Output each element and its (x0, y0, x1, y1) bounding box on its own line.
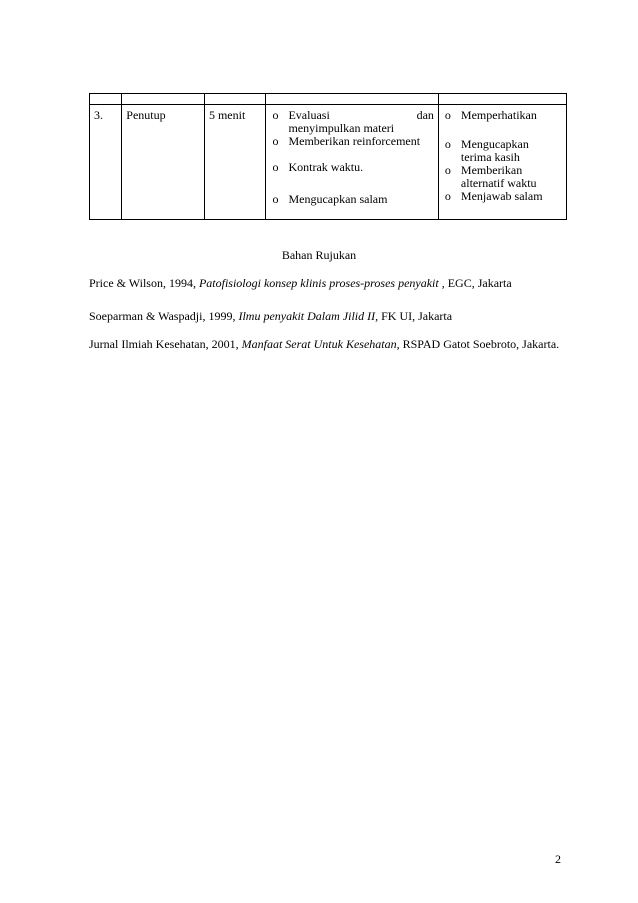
bullet-icon: o (272, 134, 279, 148)
list-item: o Memperhatikan (444, 108, 537, 122)
teacher-activities-cell (266, 105, 438, 220)
student-activities-cell (438, 105, 566, 220)
row-number: 3. (90, 105, 122, 220)
table-row (90, 105, 567, 220)
table-row-header-empty (90, 94, 567, 105)
bullet-icon: o (444, 163, 451, 177)
list-item: o Evaluasi dan menyimpulkan materi (272, 108, 434, 135)
references-title: Bahan Rujukan (281, 248, 357, 262)
list-item: o Memberikan reinforcement (272, 134, 421, 148)
reference-item: Price & Wilson, 1994, Patofisiologi konsep klinis proses-proses penyakit , EGC, Jakarta (89, 276, 512, 290)
list-item: o Mengucapkan terima kasih (444, 137, 529, 164)
list-item: o Memberikan alternatif waktu (444, 163, 537, 190)
bullet-icon: o (272, 160, 279, 174)
bullet-icon: o (444, 108, 451, 122)
page-number: 2 (555, 852, 561, 866)
lesson-plan-table (89, 93, 567, 220)
list-item: o Menjawab salam (444, 189, 543, 203)
duration-cell: 5 menit (204, 105, 266, 220)
list-item: o Kontrak waktu. (272, 160, 364, 174)
bullet-icon: o (272, 192, 279, 206)
bullet-icon: o (444, 137, 451, 151)
reference-item: Jurnal Ilmiah Kesehatan, 2001, Manfaat Serat Untuk Kesehatan, RSPAD Gatot Soebroto, Jakarta. (89, 337, 560, 351)
stage-cell: Penutup (122, 105, 205, 220)
bullet-icon: o (272, 108, 279, 122)
bullet-icon: o (444, 189, 451, 203)
list-item: o Mengucapkan salam (272, 192, 388, 206)
reference-item: Soeparman & Waspadji, 1999, Ilmu penyakit Dalam Jilid II, FK UI, Jakarta (89, 309, 453, 323)
